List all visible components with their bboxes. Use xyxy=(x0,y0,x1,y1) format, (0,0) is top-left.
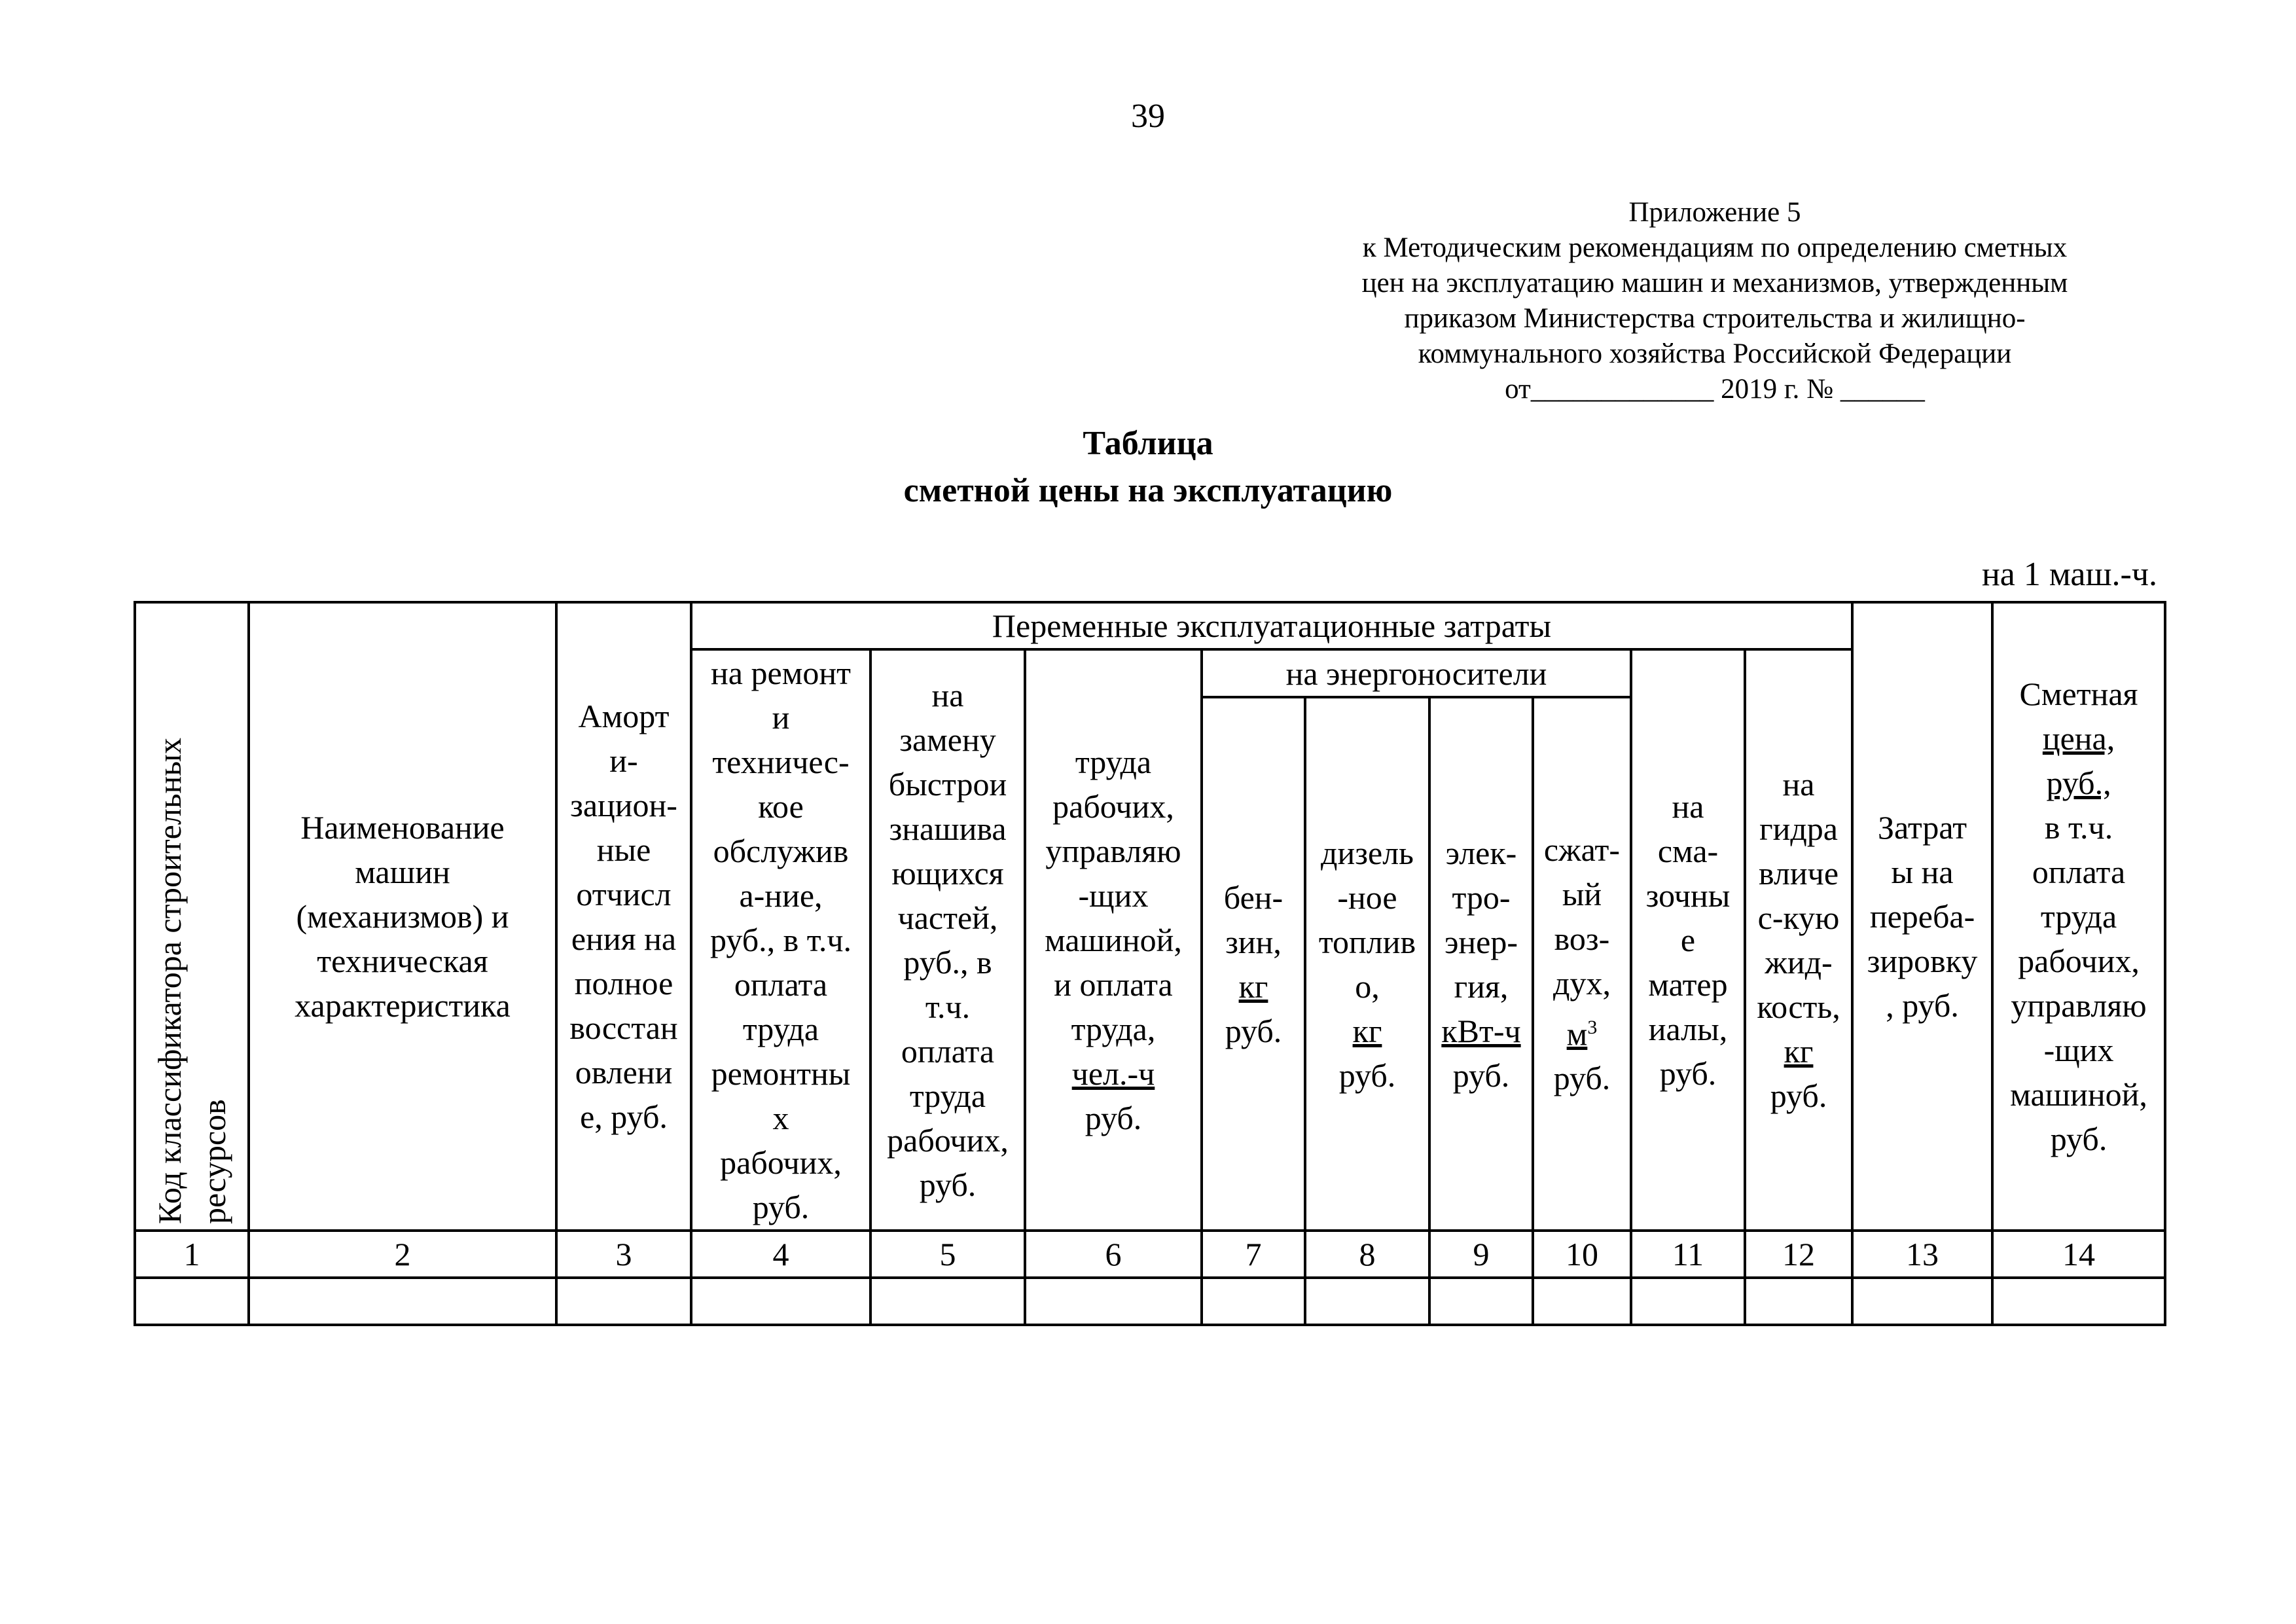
header-variable-costs: Переменные эксплуатационные затраты xyxy=(691,602,1852,649)
hydraulic-fluid-unit: кг xyxy=(1784,1033,1814,1070)
appendix-title: Приложение 5 xyxy=(1628,197,1801,228)
table-cell xyxy=(1305,1278,1429,1325)
diesel-unit: кг xyxy=(1352,1012,1382,1049)
appendix-line: к Методическим рекомендациям по определению сметных xyxy=(1362,232,2068,263)
header-diesel xyxy=(1305,697,1429,1231)
header-gasoline xyxy=(1202,697,1305,1231)
header-estimated-price xyxy=(1992,602,2165,1231)
table-cell xyxy=(1202,1278,1305,1325)
electricity-unit: кВт-ч xyxy=(1441,1012,1521,1049)
unit-note: на 1 маш.-ч. xyxy=(1981,556,2157,593)
compressed-air-unit-power: 3 xyxy=(1587,1016,1598,1038)
compressed-air-text: сжат- ый воз- дух, xyxy=(1543,831,1621,1001)
hydraulic-fluid-text: на гидра вличе с-кую жид- кость, xyxy=(1757,766,1840,1025)
header-classifier-code: Код классификатора строительных ресурсов xyxy=(135,602,249,1231)
appendix-order-line: от_____________ 2019 г. № ______ xyxy=(1505,374,1925,405)
estimate-table xyxy=(134,601,2166,1326)
header-relocation-costs: Затрат ы на переба- зировку , руб. xyxy=(1852,602,1992,1231)
price-unit: цена, xyxy=(2042,720,2115,757)
hydraulic-fluid-currency: руб. xyxy=(1770,1077,1827,1114)
table-title: Таблица xyxy=(1083,425,1213,462)
price-detail: в т.ч. оплата труда рабочих, управляю -щих машиной, руб. xyxy=(2010,809,2147,1157)
operator-labor-unit: чел.-ч xyxy=(1071,1055,1155,1092)
header-operator-labor xyxy=(1025,649,1202,1231)
column-number: 14 xyxy=(1992,1231,2165,1278)
gasoline-text: бен- зин, xyxy=(1223,878,1283,960)
page-number: 39 xyxy=(1131,98,1165,135)
compressed-air-unit: м xyxy=(1566,1015,1588,1053)
column-number: 6 xyxy=(1025,1231,1202,1278)
operator-labor-text: труда рабочих, управляю -щих машиной, и оплата труда, xyxy=(1045,744,1182,1047)
column-number: 1 xyxy=(135,1231,249,1278)
table-cell xyxy=(1745,1278,1852,1325)
column-number: 9 xyxy=(1429,1231,1533,1278)
column-number: 12 xyxy=(1745,1231,1852,1278)
table-cell xyxy=(1533,1278,1631,1325)
appendix-line: цен на эксплуатацию машин и механизмов, утвержденным xyxy=(1361,268,2068,298)
table-cell xyxy=(870,1278,1025,1325)
column-number: 7 xyxy=(1202,1231,1305,1278)
column-number: 3 xyxy=(556,1231,691,1278)
header-row xyxy=(135,602,2165,649)
compressed-air-currency: руб. xyxy=(1553,1060,1611,1097)
column-number: 11 xyxy=(1631,1231,1745,1278)
gasoline-unit: кг xyxy=(1238,967,1268,1005)
header-machine-name: Наименование машин (механизмов) и техническая характеристика xyxy=(249,602,556,1231)
table-cell xyxy=(135,1278,249,1325)
header-hydraulic-fluid xyxy=(1745,649,1852,1231)
column-number: 8 xyxy=(1305,1231,1429,1278)
electricity-currency: руб. xyxy=(1452,1056,1510,1094)
header-depreciation: Аморт и- зацион- ные отчисл ения на полное восстан овлени е, руб. xyxy=(556,602,691,1231)
header-repair-maintenance: на ремонт и техничес- кое обслужив а-ние, руб., в т.ч. оплата труда ремонтны х рабочих, руб. xyxy=(691,649,870,1231)
column-number: 5 xyxy=(870,1231,1025,1278)
table-cell xyxy=(1429,1278,1533,1325)
column-number: 2 xyxy=(249,1231,556,1278)
header-energy-carriers: на энергоносители xyxy=(1202,649,1631,697)
table-cell xyxy=(691,1278,870,1325)
header-lubricants: на сма- зочны е матер иалы, руб. xyxy=(1631,649,1745,1231)
price-heading: Сметная xyxy=(2019,676,2138,712)
appendix-line: коммунального хозяйства Российской Федерации xyxy=(1418,338,2012,369)
table-row xyxy=(135,1278,2165,1325)
appendix-line: приказом Министерства строительства и жилищно- xyxy=(1404,303,2026,334)
column-number: 10 xyxy=(1533,1231,1631,1278)
appendix-header xyxy=(1244,195,2186,407)
column-number: 13 xyxy=(1852,1231,1992,1278)
diesel-text: дизель -ное топлив о, xyxy=(1318,834,1416,1005)
column-number: 4 xyxy=(691,1231,870,1278)
table-cell xyxy=(1631,1278,1745,1325)
electricity-text: элек- тро- энер- гия, xyxy=(1444,834,1518,1005)
header-compressed-air xyxy=(1533,697,1631,1231)
table-cell xyxy=(556,1278,691,1325)
diesel-currency: руб. xyxy=(1338,1056,1396,1094)
column-number-row xyxy=(135,1231,2165,1278)
operator-labor-currency: руб. xyxy=(1085,1100,1142,1136)
table-cell xyxy=(1025,1278,1202,1325)
table-cell xyxy=(1852,1278,1992,1325)
table-cell xyxy=(1992,1278,2165,1325)
table-subtitle: сметной цены на эксплуатацию xyxy=(903,472,1393,509)
price-unit: руб., xyxy=(2046,765,2111,801)
header-wear-parts: на замену быстрои знашива ющихся частей, руб., в т.ч. оплата труда рабочих, руб. xyxy=(870,649,1025,1231)
table-cell xyxy=(249,1278,556,1325)
gasoline-currency: руб. xyxy=(1225,1012,1282,1049)
header-electricity xyxy=(1429,697,1533,1231)
